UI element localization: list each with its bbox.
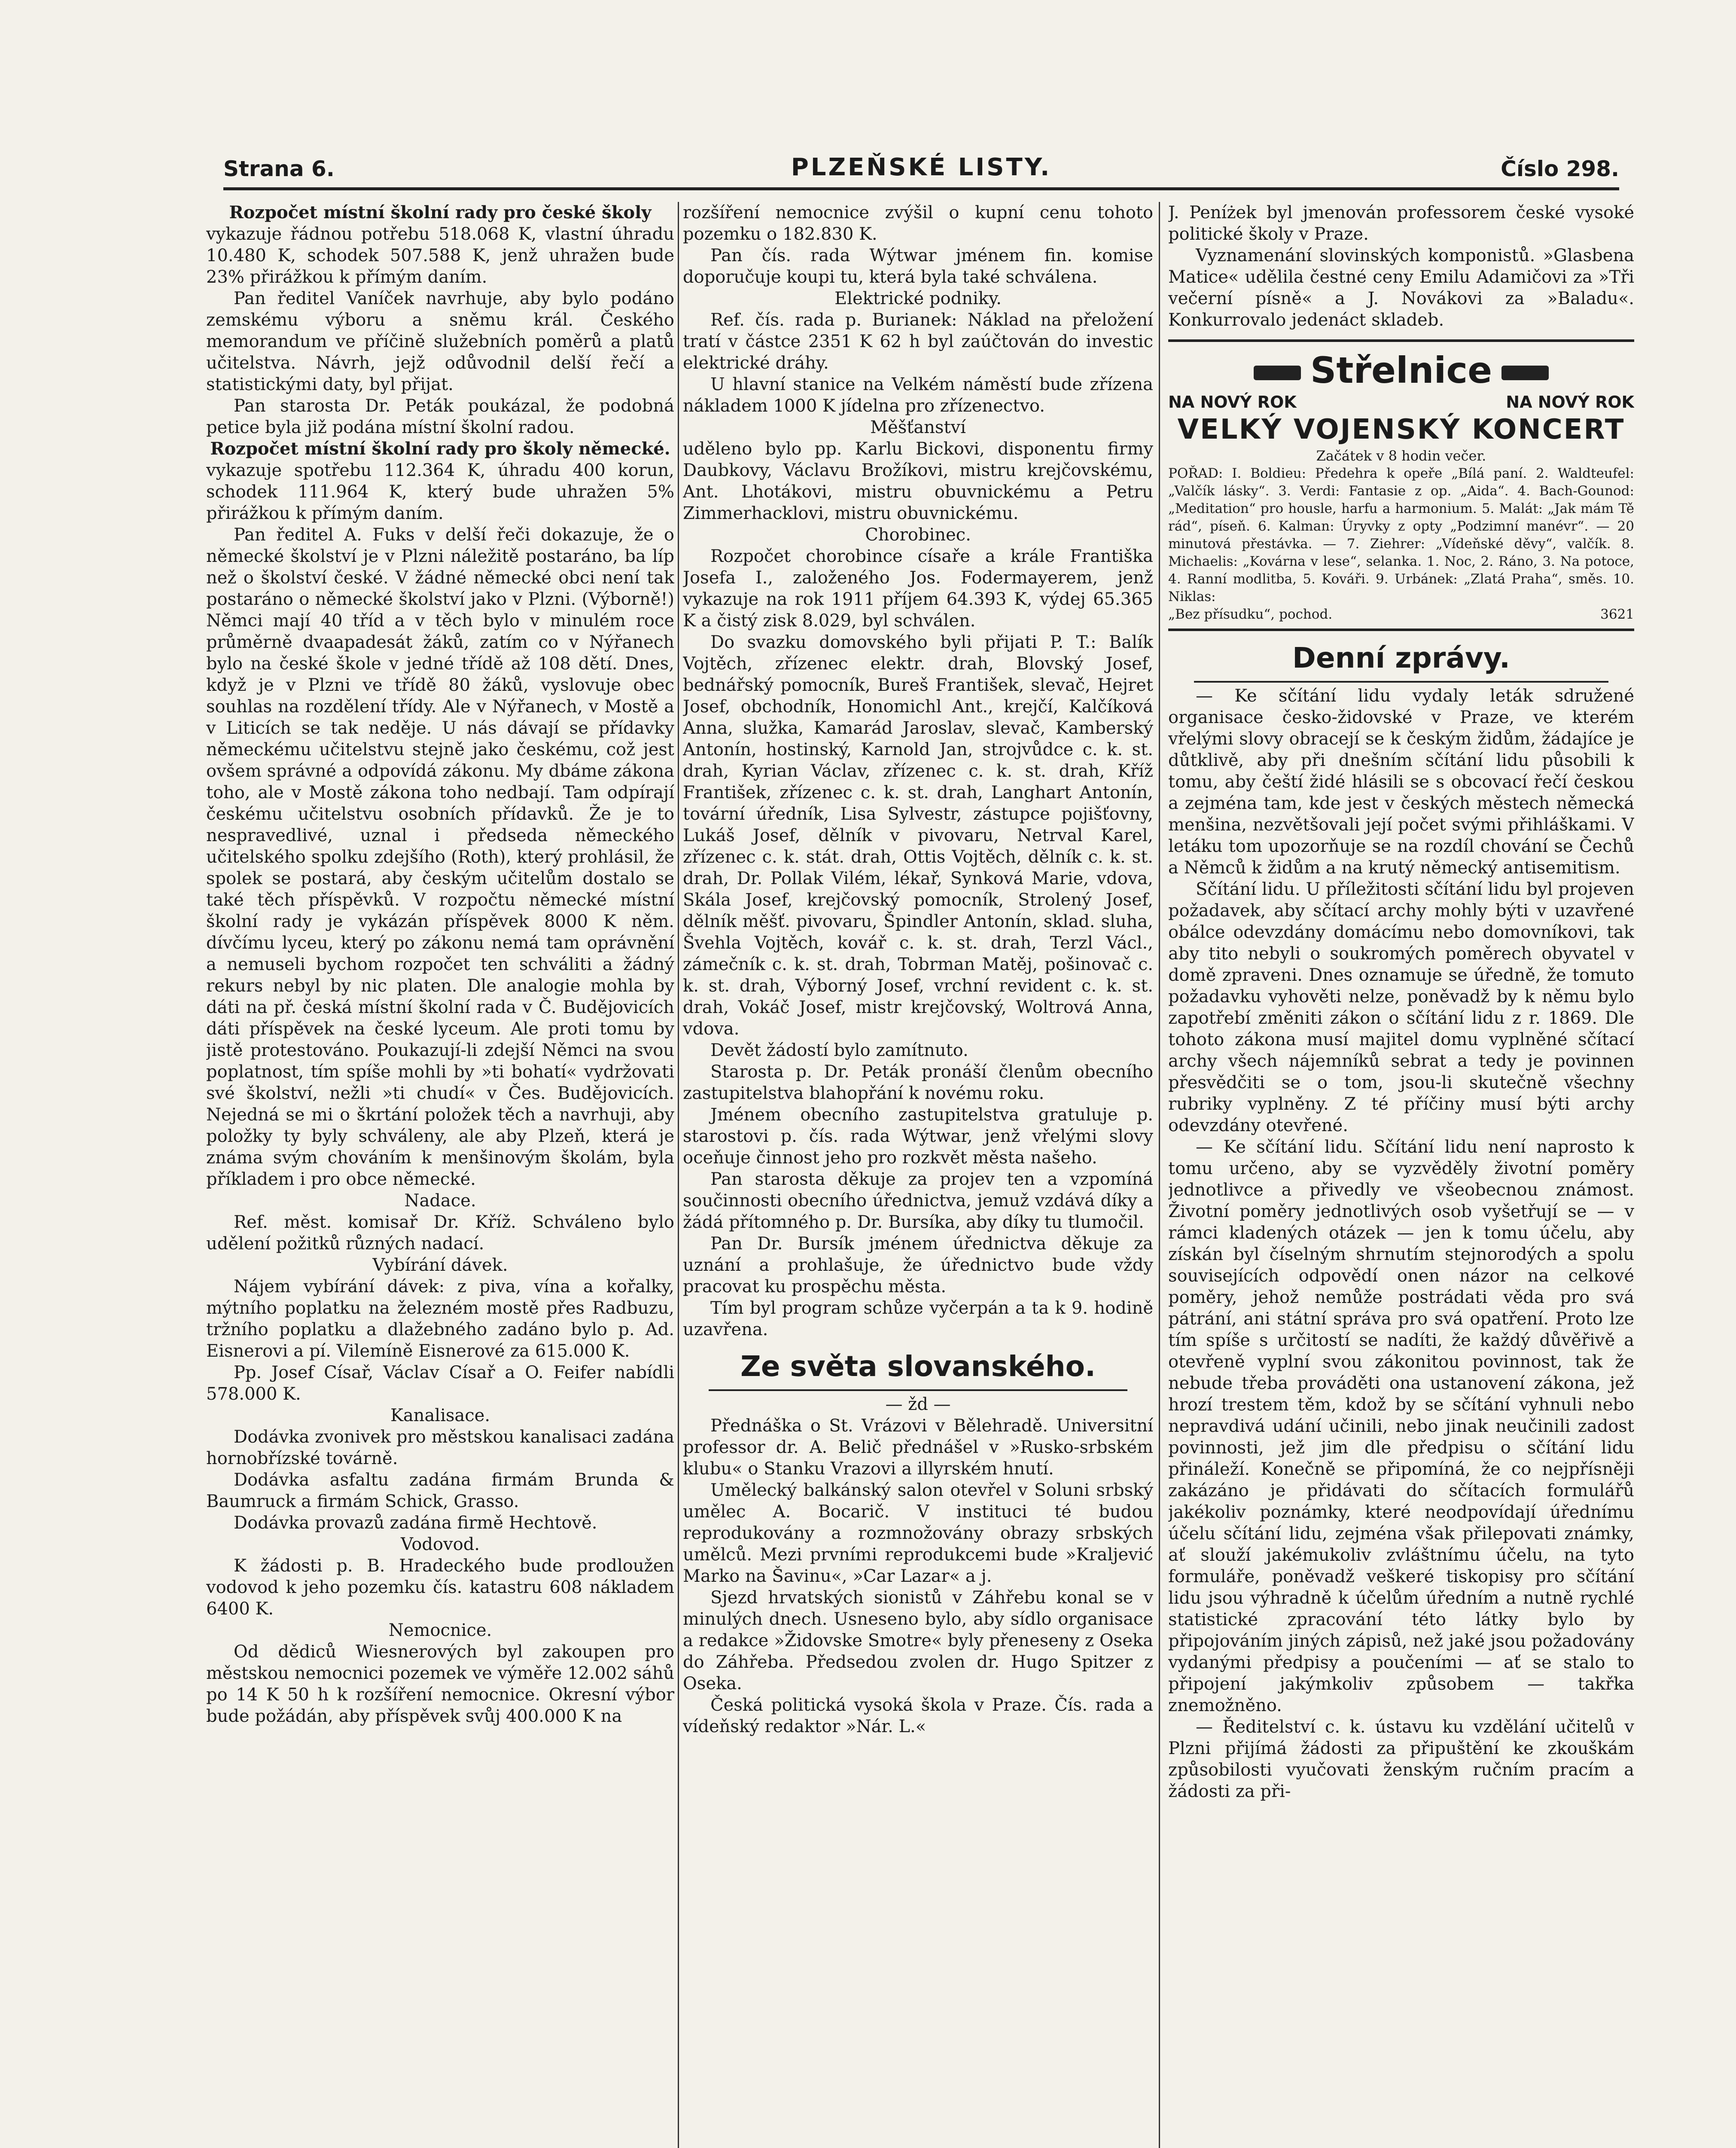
section-label: Chorobinec. [865,525,971,545]
section-label: Nadace. [404,1191,476,1211]
paragraph: Pp. Josef Císař, Václav Císař a O. Feifer nabídli 578.000 K. [206,1363,674,1404]
paragraph: Umělecký balkánský salon otevřel v Soluni srbský umělec A. Bocarič. V instituci té budou reprodukovány a rozmnožovány obrazy srbských umělců. Mezi prvními reprodukcemi bude »Kraljević Marko na Šavinu«, »Car Lazar« a j. [683,1480,1153,1586]
column-1 [206,202,674,2148]
paragraph: Do svazku domovského byli přijati P. T.: Balík Vojtěch, zřízenec elektr. drah, Blovský Josef, bednářský pomocník, Bureš František, slevač, Hejret Josef, obchodník, Honomichl Ant., krejčí, Kalčíková Anna, služka, Kamarád Jaroslav, slevač, Kamberský Antonín, hostinský, Karnold Jan, strojvůdce c. k. st. drah, Kyrian Václav, zřízenec c. k. st. drah, Kříž František, zřízenec c. k. st. drah, Langhart Antonín, tovární úředník, Lisa Sylvestr, zástupce pojišťovny, Lukáš Josef, dělník v pivovaru, Netrval Karel, zřízenec c. k. stát. drah, Ottis Vojtěch, dělník c. k. st. drah, Dr. Pollak Vilém, lékař, Synková Marie, vdova, Skála Josef, krejčovský pomocník, Strolený Josef, dělník měšť. pivovaru, Špindler Antonín, sklad. sluha, Švehla Vojtěch, kovář c. k. st. drah, Terzl Václ., zámečník c. k. st. drah, Tobrman Matěj, pošinovač c. k. st. drah, Výborný Josef, vrchní revident c. k. st. drah, Vokáč Josef, mistr krejčovský, Woltrová Anna, vdova. [683,632,1153,1039]
section-label: Nemocnice. [388,1620,492,1640]
paragraph: Rozpočet chorobince císaře a krále Františka Josefa I., založeného Jos. Fodermayerem, jenž vykazuje na rok 1911 příjem 64.393 K, výdej 65.365 K a čistý zisk 8.029, byl schválen. [683,546,1153,631]
ad-program: POŘAD: I. Boldieu: Předehra k opeře „Bílá paní. 2. Waldteufel: „Valčík lásky“. 3. Verdi: Fantasie z op. „Aida“. 4. Bach-Gounod: „Meditation“ pro housle, harfu a harmonium. 5. Malát: „Jak mám Tě rád“, píseň. 6. Kalman: Úryvky z opty „Podzimní manévr“. — 20 minutová přestávka. — 7. Ziehrer: „Vídeňské děvy“, valčík. 8. Michaelis: „Kovárna v lese“, selanka. 1. Noc, 2. Ráno, 3. Na potoce, 4. Ranní modlitba, 5. Kováři. 9. Urbánek: „Zlatá Praha“, směs. 10. Niklas: [1168,466,1634,604]
section-label: Elektrické podniky. [834,289,1002,308]
ad-code: 3621 [1600,607,1634,622]
section-label: Vodovod. [401,1535,480,1554]
paragraph: Pan ředitel Vaníček navrhuje, aby bylo podáno zemskému výboru a sněmu král. Českého memorandum ve příčině služebních poměrů a platů učitelstva. Návrh, jejž odůvodnil delší řečí a statistickými daty, byl přijat. [206,289,674,394]
paragraph: Ref. čís. rada p. Burianek: Náklad na přeložení tratí v částce 2351 K 62 h byl zaúčtován do investic elektrické dráhy. [683,310,1153,373]
paragraph: Přednáška o St. Vrázovi v Bělehradě. Universitní professor dr. A. Belič přednášel v »Rusko-srbském klubu« o Stanku Vrazovi a illyrském hnutí. [683,1416,1153,1479]
column-3 [1168,202,1634,2148]
paragraph: Dodávka asfaltu zadána firmám Brunda & Baumruck a firmám Schick, Grasso. [206,1470,674,1511]
column-divider [1159,202,1160,2148]
paragraph: Od dědiců Wiesnerových byl zakoupen pro městskou nemocnici pozemek ve výměře 12.002 sáhů po 14 K 50 h k rozšíření nemocnice. Okresní výbor bude požádán, aby příspěvek svůj 400.000 K na [206,1642,674,1726]
ad-last-item: „Bez přísudku“, pochod. [1168,607,1333,622]
ad-title: Střelnice [1168,349,1634,392]
newspaper-title: PLZEŇSKÉ LISTY. [791,153,1052,181]
section-label: Měšťanství [870,418,966,437]
issue-number: Číslo 298. [1501,156,1619,181]
paragraph: Pan Dr. Bursík jménem úřednictva děkuje za uznání a prohlašuje, že úřednictvo bude vždy pracovat ku prospěchu města. [683,1234,1153,1297]
paragraph: Jménem obecního zastupitelstva gratuluje p. starostovi p. čís. rada Wýtwar, jenž vřelými slovy oceňuje činnost jeho pro rozkvět města našeho. [683,1105,1153,1168]
paragraph: U hlavní stanice na Velkém náměstí bude zřízena nákladem 1000 K jídelna pro zřízenectvo. [683,375,1153,416]
pointing-hand-icon [1254,366,1301,380]
paragraph: rozšíření nemocnice zvýšil o kupní cenu tohoto pozemku o 182.830 K. [683,203,1153,244]
paragraph: Pan starosta Dr. Peták poukázal, že podobná petice byla již podána místní školní radou. [206,396,674,437]
section-label: Vybírání dávek. [372,1255,508,1275]
paragraph: — Ke sčítání lidu. Sčítání lidu není naprosto k tomu určeno, aby se vyzvěděly životní poměry jednotlivce a přivedly ve všeobecnou známost. Životní poměry jednotlivých osob vyšetřují se — v rámci kladených otázek — jen k tomu účelu, aby získán byl číselným shrnutím stejnorodých a spolu souvisejících odpovědí onen názor na celkové poměry, jehož nemůže postrádati věda pro svá pátrání, ani státní správa pro svá opatření. Proto lze tím spíše s určitostí se nadíti, že každý důvěřivě a otevřeně vyplní svou zákonitou povinnost, tak že nebude třeba prováděti ona ustanovení zákona, jež hrozí trestem těm, kdož by se sčítání vyhnuli nebo nepravdivá udání učinili, nebo jinak neučinili zadost povinnosti, jež jim dle předpisu o sčítání lidu přináleží. Konečně se připomíná, že co nejpřísněji zakázáno je přidávati do sčítacích formulářů jakékoliv poznámky, které neodpovídají úřednímu účelu sčítání lidu, zejména však přilepovati známky, ať slouží jakémukoliv zvláštnímu účelu, na tyto formuláře, poněvadž veškeré tiskopisy pro sčítání lidu jsou výhradně k účelům úředním a nutně rychlé statistické zpracování této látky bylo by připojováním jiných zápisů, než jaké jsou požadovány vydanými předpisy a poučeními — ať se stalo to připojení jakýmkoliv způsobem — takřka znemožněno. [1168,1137,1634,1715]
paragraph: Vyznamenání slovinských komponistů. »Glasbena Matice« udělila čestné ceny Emilu Adamičovi za »Tři večerní písně« a J. Novákovi za »Baladu«. Konkurrovalo jedenáct skladeb. [1168,246,1634,330]
section-label: Kanalisace. [390,1406,490,1425]
paragraph: Česká politická vysoká škola v Praze. Čís. rada a vídeňský redaktor »Nár. L.« [683,1695,1153,1736]
section-title: Ze světa slovanského. [740,1350,1096,1383]
paragraph: — Ředitelství c. k. ústavu ku vzdělání učitelů v Plzni přijímá žádosti za připuštění ke zkouškám způsobilosti vyučovati ženským ručním pracím a žádosti za při- [1168,1717,1634,1801]
subheading: Rozpočet místní školní rady pro školy německé. [210,439,670,459]
paragraph: uděleno bylo pp. Karlu Bickovi, disponentu firmy Daubkovy, Václavu Brožíkovi, mistru krejčovskému, Ant. Lhotákovi, mistru obuvnickému a Petru Zimmerhacklovi, mistru obuvnickému. [683,439,1153,523]
paragraph: — Ke sčítání lidu vydaly leták sdružené organisace česko-židovské v Praze, ve kterém vřelými slovy obracejí se k českým židům, žádajíce je důtklivě, aby při dnešním sčítání lidu působili k tomu, aby čeští židé hlásili se s obcovací řečí českou a zejména tam, kde jest v českých městech německá menšina, nezvětšovali její počet svými přihláškami. V letáku tom upozorňuje se na rozdíl chování se Čechů a Němců k židům a na krutý německý antisemitism. [1168,686,1634,878]
paragraph: vykazuje spotřebu 112.364 K, úhradu 400 korun, schodek 111.964 K, který bude uhražen 5% přirážkou k přímým daním. [206,461,674,523]
paragraph: Dodávka zvonivek pro městskou kanalisaci zadána hornobřízské továrně. [206,1427,674,1468]
section-rule [709,1389,1127,1391]
section-title-denni-zpravy: Denní zprávy. [1292,641,1510,674]
paragraph: Ref. měst. komisař Dr. Kříž. Schváleno bylo udělení požitků různých nadací. [206,1212,674,1254]
column-divider [678,202,679,2148]
advertisement-strelnice [1168,339,1634,631]
column-2 [683,202,1153,2148]
paragraph: Dodávka provazů zadána firmě Hechtově. [234,1513,597,1533]
paragraph: Pan ředitel A. Fuks v delší řeči dokazuje, že o německé školství je v Plzni náležitě postaráno, ba líp než o školství české. V žádné německé obci není tak postaráno o německé školství jako v Plzni. (Výborně!) Němci mají 40 tříd a v těch bylo v minulém roce průměrně dvaapadesát žáků, zatím co v Nýřanech bylo na české škole v jedné třídě až 108 dětí. Dnes, když je v Plzni ve třídě 80 žáků, vyslovuje obec souhlas na rozdělení třídy. Ale v Nýřanech, v Mostě a v Liticích se tak neděje. U nás dávají se přídavky německému učitelstvu stejně jako českému, což jest ovšem správné a odpovídá zákonu. My dbáme zákona toho, ale v Mostě zákona toho nedbají. Tam odpírají českému učitelstvu osobních přídavků. Že je to nespravedlivé, uznal i předseda německého učitelského spolku zdejšího (Roth), který prohlásil, že spolek se postará, aby českým učitelům dostalo se také těch příspěvků. V rozpočtu německé místní školní rady je vykázán příspěvek 8000 K něm. dívčímu lyceu, který po zákonu nemá tam oprávnění a nemuseli bychom rozpočet ten schváliti a žádný rekurs nebyl by nic platen. Dle analogie mohla by dáti na př. česká místní školní rada v Č. Budějovicích dáti příspěvek na české lyceum. Ale proti tomu by jistě protestováno. Poukazují-li zdejší Němci na svou poplatnost, tím spíše mohli by »ti bohatí« vydržovati své školství, nežli »ti chudí« v Čes. Budějovicích. Nejedná se mi o škrtání položek těch a navrhuji, aby položky ty byly schváleny, ale aby Plzeň, která je známa svým chováním k menšinovým školám, byla příkladem i pro obce německé. [206,525,674,1189]
paragraph: Sjezd hrvatských sionistů v Záhřebu konal se v minulých dnech. Usneseno bylo, aby sídlo organisace a redakce »Židovske Smotre« byly přeneseny z Oseka do Záhřeba. Předsedou zvolen dr. Hugo Spitzer z Oseka. [683,1588,1153,1693]
paragraph: J. Peníżek byl jmenován professorem české vysoké politické školy v Praze. [1168,203,1634,244]
ad-tag-left: NA NOVÝ ROK [1168,393,1297,412]
page-number: Strana 6. [223,156,335,181]
ad-headline: VELKÝ VOJENSKÝ KONCERT [1177,414,1625,445]
ad-tag-right: NA NOVÝ ROK [1506,393,1634,412]
paragraph: vykazuje řádnou potřebu 518.068 K, vlastní úhradu 10.480 K, schodek 507.588 K, jenž uhražen bude 23% přirážkou k přímým daním. [206,224,674,287]
ad-start-time: Začátek v 8 hodin večer. [1316,448,1486,464]
page-header [223,146,1619,190]
section-label: — žd — [885,1394,951,1414]
paragraph: Tím byl program schůze vyčerpán a ta k 9. hodině uzavřena. [683,1298,1153,1339]
paragraph: K žádosti p. B. Hradeckého bude prodloužen vodovod k jeho pozemku čís. katastru 608 nákladem 6400 K. [206,1556,674,1619]
subheading: Rozpočet místní školní rady pro české školy [229,202,652,223]
pointing-hand-icon [1501,366,1549,380]
paragraph: Starosta p. Dr. Peták pronáší členům obecního zastupitelstva blahopřání k novému roku. [683,1062,1153,1103]
paragraph: Sčítání lidu. U příležitosti sčítání lidu byl projeven požadavek, aby sčítací archy mohly býti v uzavřené obálce odevzdány domácímu nebo domovníkovi, tak aby tito nebyli o soukromých poměrech obyvatel v domě zpraveni. Dnes oznamuje se úředně, že tomuto požadavku vyhověti nelze, poněvadž by k němu bylo zapotřebí změniti zákon o sčítání lidu z r. 1869. Dle tohoto zákona musí majitel domu vyplněné sčítací archy všech nájemníků sebrat a tedy je povinnen přesvědčiti se o tom, jsou-li skutečně všechny rubriky vyplněny. Z té příčiny musí býti archy odevzdány otevřené. [1168,879,1634,1135]
section-rule [1194,681,1608,683]
paragraph: Pan čís. rada Wýtwar jménem fin. komise doporučuje koupi tu, která byla také schválena. [683,246,1153,287]
paragraph: Nájem vybírání dávek: z piva, vína a kořalky, mýtního poplatku na železném mostě přes Radbuzu, tržního poplatku a dlažebného zadáno bylo p. Ad. Eisnerovi a pí. Vilemíně Eisnerové za 615.000 K. [206,1277,674,1361]
paragraph: Devět žádostí bylo zamítnuto. [710,1040,969,1060]
paragraph: Pan starosta děkuje za projev ten a vzpomíná součinnosti obecního úřednictva, jemuž vzdává díky a žádá přítomného p. Dr. Bursíka, aby díky tu tlumočil. [683,1169,1153,1232]
